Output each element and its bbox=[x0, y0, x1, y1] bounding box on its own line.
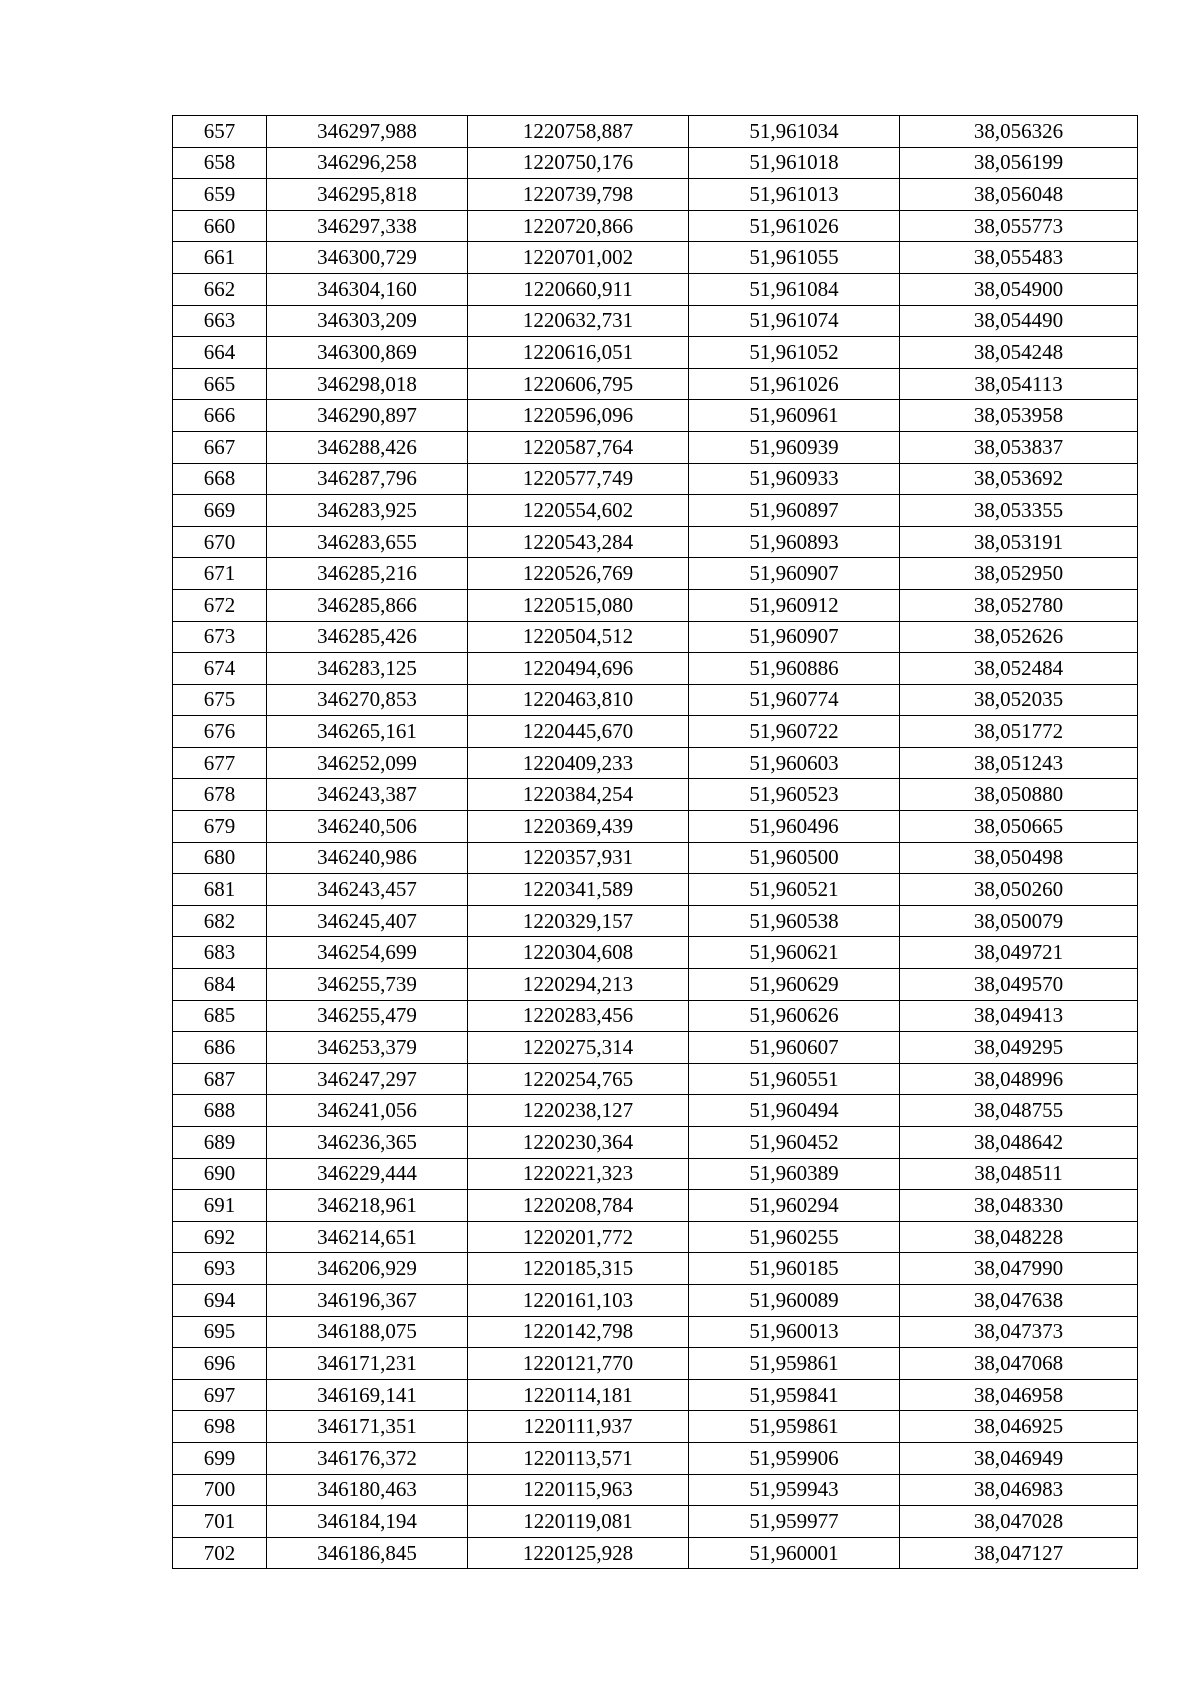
table-row bbox=[173, 400, 1138, 432]
y-coordinate-cell: 1220221,323 bbox=[468, 1158, 689, 1190]
point-number-cell: 682 bbox=[173, 905, 267, 937]
longitude-cell: 38,047068 bbox=[900, 1348, 1138, 1380]
latitude-cell: 51,960626 bbox=[689, 1000, 900, 1032]
latitude-cell: 51,960294 bbox=[689, 1190, 900, 1222]
latitude-cell: 51,960500 bbox=[689, 842, 900, 874]
y-coordinate-cell: 1220294,213 bbox=[468, 969, 689, 1001]
latitude-cell: 51,960629 bbox=[689, 969, 900, 1001]
x-coordinate-cell: 346214,651 bbox=[267, 1221, 468, 1253]
table-row bbox=[173, 1063, 1138, 1095]
y-coordinate-cell: 1220121,770 bbox=[468, 1348, 689, 1380]
longitude-cell: 38,054900 bbox=[900, 273, 1138, 305]
x-coordinate-cell: 346247,297 bbox=[267, 1063, 468, 1095]
latitude-cell: 51,959943 bbox=[689, 1474, 900, 1506]
latitude-cell: 51,961055 bbox=[689, 242, 900, 274]
y-coordinate-cell: 1220238,127 bbox=[468, 1095, 689, 1127]
longitude-cell: 38,048755 bbox=[900, 1095, 1138, 1127]
point-number-cell: 657 bbox=[173, 116, 267, 148]
longitude-cell: 38,049413 bbox=[900, 1000, 1138, 1032]
longitude-cell: 38,046925 bbox=[900, 1411, 1138, 1443]
y-coordinate-cell: 1220185,315 bbox=[468, 1253, 689, 1285]
table-row bbox=[173, 1537, 1138, 1569]
point-number-cell: 667 bbox=[173, 431, 267, 463]
y-coordinate-cell: 1220113,571 bbox=[468, 1442, 689, 1474]
latitude-cell: 51,960603 bbox=[689, 747, 900, 779]
latitude-cell: 51,960621 bbox=[689, 937, 900, 969]
y-coordinate-cell: 1220119,081 bbox=[468, 1506, 689, 1538]
point-number-cell: 678 bbox=[173, 779, 267, 811]
table-row bbox=[173, 1348, 1138, 1380]
longitude-cell: 38,053958 bbox=[900, 400, 1138, 432]
x-coordinate-cell: 346180,463 bbox=[267, 1474, 468, 1506]
x-coordinate-cell: 346270,853 bbox=[267, 684, 468, 716]
table-row bbox=[173, 273, 1138, 305]
point-number-cell: 677 bbox=[173, 747, 267, 779]
table-row bbox=[173, 1316, 1138, 1348]
point-number-cell: 681 bbox=[173, 874, 267, 906]
point-number-cell: 694 bbox=[173, 1284, 267, 1316]
y-coordinate-cell: 1220606,795 bbox=[468, 368, 689, 400]
point-number-cell: 673 bbox=[173, 621, 267, 653]
longitude-cell: 38,053692 bbox=[900, 463, 1138, 495]
table-row bbox=[173, 589, 1138, 621]
table-row bbox=[173, 1095, 1138, 1127]
latitude-cell: 51,960551 bbox=[689, 1063, 900, 1095]
x-coordinate-cell: 346253,379 bbox=[267, 1032, 468, 1064]
table-row bbox=[173, 242, 1138, 274]
point-number-cell: 669 bbox=[173, 495, 267, 527]
y-coordinate-cell: 1220369,439 bbox=[468, 811, 689, 843]
x-coordinate-cell: 346218,961 bbox=[267, 1190, 468, 1222]
table-row bbox=[173, 210, 1138, 242]
point-number-cell: 666 bbox=[173, 400, 267, 432]
point-number-cell: 683 bbox=[173, 937, 267, 969]
y-coordinate-cell: 1220125,928 bbox=[468, 1537, 689, 1569]
x-coordinate-cell: 346243,457 bbox=[267, 874, 468, 906]
y-coordinate-cell: 1220632,731 bbox=[468, 305, 689, 337]
point-number-cell: 664 bbox=[173, 337, 267, 369]
point-number-cell: 661 bbox=[173, 242, 267, 274]
point-number-cell: 698 bbox=[173, 1411, 267, 1443]
latitude-cell: 51,960886 bbox=[689, 653, 900, 685]
y-coordinate-cell: 1220596,096 bbox=[468, 400, 689, 432]
x-coordinate-cell: 346285,216 bbox=[267, 558, 468, 590]
latitude-cell: 51,961026 bbox=[689, 210, 900, 242]
longitude-cell: 38,048996 bbox=[900, 1063, 1138, 1095]
x-coordinate-cell: 346184,194 bbox=[267, 1506, 468, 1538]
y-coordinate-cell: 1220577,749 bbox=[468, 463, 689, 495]
y-coordinate-cell: 1220208,784 bbox=[468, 1190, 689, 1222]
longitude-cell: 38,055773 bbox=[900, 210, 1138, 242]
latitude-cell: 51,960521 bbox=[689, 874, 900, 906]
latitude-cell: 51,960389 bbox=[689, 1158, 900, 1190]
longitude-cell: 38,047127 bbox=[900, 1537, 1138, 1569]
longitude-cell: 38,047638 bbox=[900, 1284, 1138, 1316]
y-coordinate-cell: 1220409,233 bbox=[468, 747, 689, 779]
table-row bbox=[173, 305, 1138, 337]
y-coordinate-cell: 1220254,765 bbox=[468, 1063, 689, 1095]
table-row bbox=[173, 653, 1138, 685]
x-coordinate-cell: 346285,866 bbox=[267, 589, 468, 621]
table-row bbox=[173, 1253, 1138, 1285]
x-coordinate-cell: 346229,444 bbox=[267, 1158, 468, 1190]
point-number-cell: 659 bbox=[173, 179, 267, 211]
latitude-cell: 51,961074 bbox=[689, 305, 900, 337]
y-coordinate-cell: 1220142,798 bbox=[468, 1316, 689, 1348]
x-coordinate-cell: 346206,929 bbox=[267, 1253, 468, 1285]
point-number-cell: 676 bbox=[173, 716, 267, 748]
table-row bbox=[173, 969, 1138, 1001]
y-coordinate-cell: 1220494,696 bbox=[468, 653, 689, 685]
y-coordinate-cell: 1220504,512 bbox=[468, 621, 689, 653]
latitude-cell: 51,959906 bbox=[689, 1442, 900, 1474]
point-number-cell: 695 bbox=[173, 1316, 267, 1348]
longitude-cell: 38,048511 bbox=[900, 1158, 1138, 1190]
table-row bbox=[173, 368, 1138, 400]
longitude-cell: 38,054490 bbox=[900, 305, 1138, 337]
latitude-cell: 51,959861 bbox=[689, 1348, 900, 1380]
point-number-cell: 668 bbox=[173, 463, 267, 495]
latitude-cell: 51,961018 bbox=[689, 147, 900, 179]
latitude-cell: 51,961026 bbox=[689, 368, 900, 400]
table-row bbox=[173, 1000, 1138, 1032]
y-coordinate-cell: 1220357,931 bbox=[468, 842, 689, 874]
y-coordinate-cell: 1220341,589 bbox=[468, 874, 689, 906]
x-coordinate-cell: 346287,796 bbox=[267, 463, 468, 495]
latitude-cell: 51,960523 bbox=[689, 779, 900, 811]
latitude-cell: 51,960001 bbox=[689, 1537, 900, 1569]
x-coordinate-cell: 346297,988 bbox=[267, 116, 468, 148]
y-coordinate-cell: 1220554,602 bbox=[468, 495, 689, 527]
table-row bbox=[173, 937, 1138, 969]
x-coordinate-cell: 346255,739 bbox=[267, 969, 468, 1001]
point-number-cell: 675 bbox=[173, 684, 267, 716]
latitude-cell: 51,960722 bbox=[689, 716, 900, 748]
x-coordinate-cell: 346296,258 bbox=[267, 147, 468, 179]
longitude-cell: 38,046949 bbox=[900, 1442, 1138, 1474]
longitude-cell: 38,048642 bbox=[900, 1127, 1138, 1159]
y-coordinate-cell: 1220463,810 bbox=[468, 684, 689, 716]
point-number-cell: 686 bbox=[173, 1032, 267, 1064]
latitude-cell: 51,960907 bbox=[689, 621, 900, 653]
longitude-cell: 38,050260 bbox=[900, 874, 1138, 906]
point-number-cell: 687 bbox=[173, 1063, 267, 1095]
latitude-cell: 51,960538 bbox=[689, 905, 900, 937]
longitude-cell: 38,056326 bbox=[900, 116, 1138, 148]
table-row bbox=[173, 747, 1138, 779]
point-number-cell: 680 bbox=[173, 842, 267, 874]
latitude-cell: 51,960961 bbox=[689, 400, 900, 432]
point-number-cell: 660 bbox=[173, 210, 267, 242]
longitude-cell: 38,052950 bbox=[900, 558, 1138, 590]
y-coordinate-cell: 1220304,608 bbox=[468, 937, 689, 969]
table-row bbox=[173, 1474, 1138, 1506]
point-number-cell: 670 bbox=[173, 526, 267, 558]
table-row bbox=[173, 558, 1138, 590]
x-coordinate-cell: 346196,367 bbox=[267, 1284, 468, 1316]
x-coordinate-cell: 346240,986 bbox=[267, 842, 468, 874]
point-number-cell: 699 bbox=[173, 1442, 267, 1474]
y-coordinate-cell: 1220739,798 bbox=[468, 179, 689, 211]
x-coordinate-cell: 346283,655 bbox=[267, 526, 468, 558]
table-row bbox=[173, 495, 1138, 527]
y-coordinate-cell: 1220587,764 bbox=[468, 431, 689, 463]
longitude-cell: 38,052780 bbox=[900, 589, 1138, 621]
x-coordinate-cell: 346283,125 bbox=[267, 653, 468, 685]
latitude-cell: 51,960089 bbox=[689, 1284, 900, 1316]
y-coordinate-cell: 1220114,181 bbox=[468, 1379, 689, 1411]
point-number-cell: 700 bbox=[173, 1474, 267, 1506]
x-coordinate-cell: 346285,426 bbox=[267, 621, 468, 653]
point-number-cell: 692 bbox=[173, 1221, 267, 1253]
longitude-cell: 38,054113 bbox=[900, 368, 1138, 400]
point-number-cell: 662 bbox=[173, 273, 267, 305]
table-row bbox=[173, 716, 1138, 748]
x-coordinate-cell: 346300,729 bbox=[267, 242, 468, 274]
point-number-cell: 696 bbox=[173, 1348, 267, 1380]
latitude-cell: 51,959841 bbox=[689, 1379, 900, 1411]
longitude-cell: 38,053837 bbox=[900, 431, 1138, 463]
point-number-cell: 697 bbox=[173, 1379, 267, 1411]
point-number-cell: 702 bbox=[173, 1537, 267, 1569]
latitude-cell: 51,960452 bbox=[689, 1127, 900, 1159]
table-row bbox=[173, 842, 1138, 874]
longitude-cell: 38,053191 bbox=[900, 526, 1138, 558]
longitude-cell: 38,047028 bbox=[900, 1506, 1138, 1538]
table-row bbox=[173, 179, 1138, 211]
latitude-cell: 51,960255 bbox=[689, 1221, 900, 1253]
table-row bbox=[173, 1506, 1138, 1538]
point-number-cell: 658 bbox=[173, 147, 267, 179]
y-coordinate-cell: 1220283,456 bbox=[468, 1000, 689, 1032]
y-coordinate-cell: 1220526,769 bbox=[468, 558, 689, 590]
x-coordinate-cell: 346252,099 bbox=[267, 747, 468, 779]
longitude-cell: 38,056048 bbox=[900, 179, 1138, 211]
longitude-cell: 38,049295 bbox=[900, 1032, 1138, 1064]
longitude-cell: 38,050498 bbox=[900, 842, 1138, 874]
y-coordinate-cell: 1220543,284 bbox=[468, 526, 689, 558]
longitude-cell: 38,046958 bbox=[900, 1379, 1138, 1411]
x-coordinate-cell: 346241,056 bbox=[267, 1095, 468, 1127]
longitude-cell: 38,055483 bbox=[900, 242, 1138, 274]
x-coordinate-cell: 346254,699 bbox=[267, 937, 468, 969]
point-number-cell: 679 bbox=[173, 811, 267, 843]
table-row bbox=[173, 1411, 1138, 1443]
x-coordinate-cell: 346171,231 bbox=[267, 1348, 468, 1380]
table-row bbox=[173, 1442, 1138, 1474]
point-number-cell: 685 bbox=[173, 1000, 267, 1032]
x-coordinate-cell: 346240,506 bbox=[267, 811, 468, 843]
point-number-cell: 689 bbox=[173, 1127, 267, 1159]
latitude-cell: 51,960496 bbox=[689, 811, 900, 843]
table-row bbox=[173, 1221, 1138, 1253]
latitude-cell: 51,960933 bbox=[689, 463, 900, 495]
longitude-cell: 38,047990 bbox=[900, 1253, 1138, 1285]
table-row bbox=[173, 1032, 1138, 1064]
y-coordinate-cell: 1220275,314 bbox=[468, 1032, 689, 1064]
longitude-cell: 38,050665 bbox=[900, 811, 1138, 843]
longitude-cell: 38,053355 bbox=[900, 495, 1138, 527]
y-coordinate-cell: 1220660,911 bbox=[468, 273, 689, 305]
table-row bbox=[173, 779, 1138, 811]
x-coordinate-cell: 346290,897 bbox=[267, 400, 468, 432]
x-coordinate-cell: 346169,141 bbox=[267, 1379, 468, 1411]
x-coordinate-cell: 346176,372 bbox=[267, 1442, 468, 1474]
table-row bbox=[173, 337, 1138, 369]
longitude-cell: 38,056199 bbox=[900, 147, 1138, 179]
point-number-cell: 671 bbox=[173, 558, 267, 590]
latitude-cell: 51,959861 bbox=[689, 1411, 900, 1443]
point-number-cell: 684 bbox=[173, 969, 267, 1001]
longitude-cell: 38,051772 bbox=[900, 716, 1138, 748]
latitude-cell: 51,960607 bbox=[689, 1032, 900, 1064]
y-coordinate-cell: 1220329,157 bbox=[468, 905, 689, 937]
x-coordinate-cell: 346243,387 bbox=[267, 779, 468, 811]
point-number-cell: 688 bbox=[173, 1095, 267, 1127]
latitude-cell: 51,960907 bbox=[689, 558, 900, 590]
table-row bbox=[173, 621, 1138, 653]
longitude-cell: 38,050880 bbox=[900, 779, 1138, 811]
table-row bbox=[173, 1158, 1138, 1190]
latitude-cell: 51,960912 bbox=[689, 589, 900, 621]
latitude-cell: 51,959977 bbox=[689, 1506, 900, 1538]
longitude-cell: 38,052626 bbox=[900, 621, 1138, 653]
latitude-cell: 51,960939 bbox=[689, 431, 900, 463]
x-coordinate-cell: 346288,426 bbox=[267, 431, 468, 463]
point-number-cell: 690 bbox=[173, 1158, 267, 1190]
latitude-cell: 51,961013 bbox=[689, 179, 900, 211]
point-number-cell: 674 bbox=[173, 653, 267, 685]
point-number-cell: 693 bbox=[173, 1253, 267, 1285]
coordinates-table bbox=[172, 115, 1138, 1569]
table-row bbox=[173, 905, 1138, 937]
x-coordinate-cell: 346297,338 bbox=[267, 210, 468, 242]
point-number-cell: 665 bbox=[173, 368, 267, 400]
table-row bbox=[173, 1284, 1138, 1316]
x-coordinate-cell: 346236,365 bbox=[267, 1127, 468, 1159]
y-coordinate-cell: 1220201,772 bbox=[468, 1221, 689, 1253]
table-row bbox=[173, 1379, 1138, 1411]
longitude-cell: 38,046983 bbox=[900, 1474, 1138, 1506]
x-coordinate-cell: 346265,161 bbox=[267, 716, 468, 748]
table-row bbox=[173, 526, 1138, 558]
point-number-cell: 691 bbox=[173, 1190, 267, 1222]
y-coordinate-cell: 1220758,887 bbox=[468, 116, 689, 148]
table-row bbox=[173, 116, 1138, 148]
x-coordinate-cell: 346295,818 bbox=[267, 179, 468, 211]
x-coordinate-cell: 346188,075 bbox=[267, 1316, 468, 1348]
longitude-cell: 38,052484 bbox=[900, 653, 1138, 685]
longitude-cell: 38,049570 bbox=[900, 969, 1138, 1001]
y-coordinate-cell: 1220720,866 bbox=[468, 210, 689, 242]
x-coordinate-cell: 346300,869 bbox=[267, 337, 468, 369]
longitude-cell: 38,048330 bbox=[900, 1190, 1138, 1222]
latitude-cell: 51,960774 bbox=[689, 684, 900, 716]
latitude-cell: 51,960893 bbox=[689, 526, 900, 558]
longitude-cell: 38,049721 bbox=[900, 937, 1138, 969]
table-row bbox=[173, 463, 1138, 495]
x-coordinate-cell: 346304,160 bbox=[267, 273, 468, 305]
latitude-cell: 51,960185 bbox=[689, 1253, 900, 1285]
table-row bbox=[173, 811, 1138, 843]
x-coordinate-cell: 346171,351 bbox=[267, 1411, 468, 1443]
longitude-cell: 38,048228 bbox=[900, 1221, 1138, 1253]
longitude-cell: 38,054248 bbox=[900, 337, 1138, 369]
latitude-cell: 51,961034 bbox=[689, 116, 900, 148]
longitude-cell: 38,050079 bbox=[900, 905, 1138, 937]
y-coordinate-cell: 1220161,103 bbox=[468, 1284, 689, 1316]
x-coordinate-cell: 346298,018 bbox=[267, 368, 468, 400]
point-number-cell: 672 bbox=[173, 589, 267, 621]
longitude-cell: 38,047373 bbox=[900, 1316, 1138, 1348]
y-coordinate-cell: 1220230,364 bbox=[468, 1127, 689, 1159]
x-coordinate-cell: 346303,209 bbox=[267, 305, 468, 337]
x-coordinate-cell: 346283,925 bbox=[267, 495, 468, 527]
x-coordinate-cell: 346245,407 bbox=[267, 905, 468, 937]
latitude-cell: 51,961084 bbox=[689, 273, 900, 305]
y-coordinate-cell: 1220701,002 bbox=[468, 242, 689, 274]
y-coordinate-cell: 1220616,051 bbox=[468, 337, 689, 369]
latitude-cell: 51,960897 bbox=[689, 495, 900, 527]
y-coordinate-cell: 1220115,963 bbox=[468, 1474, 689, 1506]
point-number-cell: 663 bbox=[173, 305, 267, 337]
y-coordinate-cell: 1220384,254 bbox=[468, 779, 689, 811]
longitude-cell: 38,052035 bbox=[900, 684, 1138, 716]
latitude-cell: 51,960494 bbox=[689, 1095, 900, 1127]
latitude-cell: 51,960013 bbox=[689, 1316, 900, 1348]
y-coordinate-cell: 1220515,080 bbox=[468, 589, 689, 621]
table-row bbox=[173, 1127, 1138, 1159]
y-coordinate-cell: 1220750,176 bbox=[468, 147, 689, 179]
coordinates-table-body bbox=[173, 116, 1138, 1569]
table-row bbox=[173, 1190, 1138, 1222]
longitude-cell: 38,051243 bbox=[900, 747, 1138, 779]
table-row bbox=[173, 874, 1138, 906]
point-number-cell: 701 bbox=[173, 1506, 267, 1538]
table-row bbox=[173, 431, 1138, 463]
y-coordinate-cell: 1220111,937 bbox=[468, 1411, 689, 1443]
x-coordinate-cell: 346255,479 bbox=[267, 1000, 468, 1032]
x-coordinate-cell: 346186,845 bbox=[267, 1537, 468, 1569]
latitude-cell: 51,961052 bbox=[689, 337, 900, 369]
table-row bbox=[173, 147, 1138, 179]
y-coordinate-cell: 1220445,670 bbox=[468, 716, 689, 748]
table-row bbox=[173, 684, 1138, 716]
